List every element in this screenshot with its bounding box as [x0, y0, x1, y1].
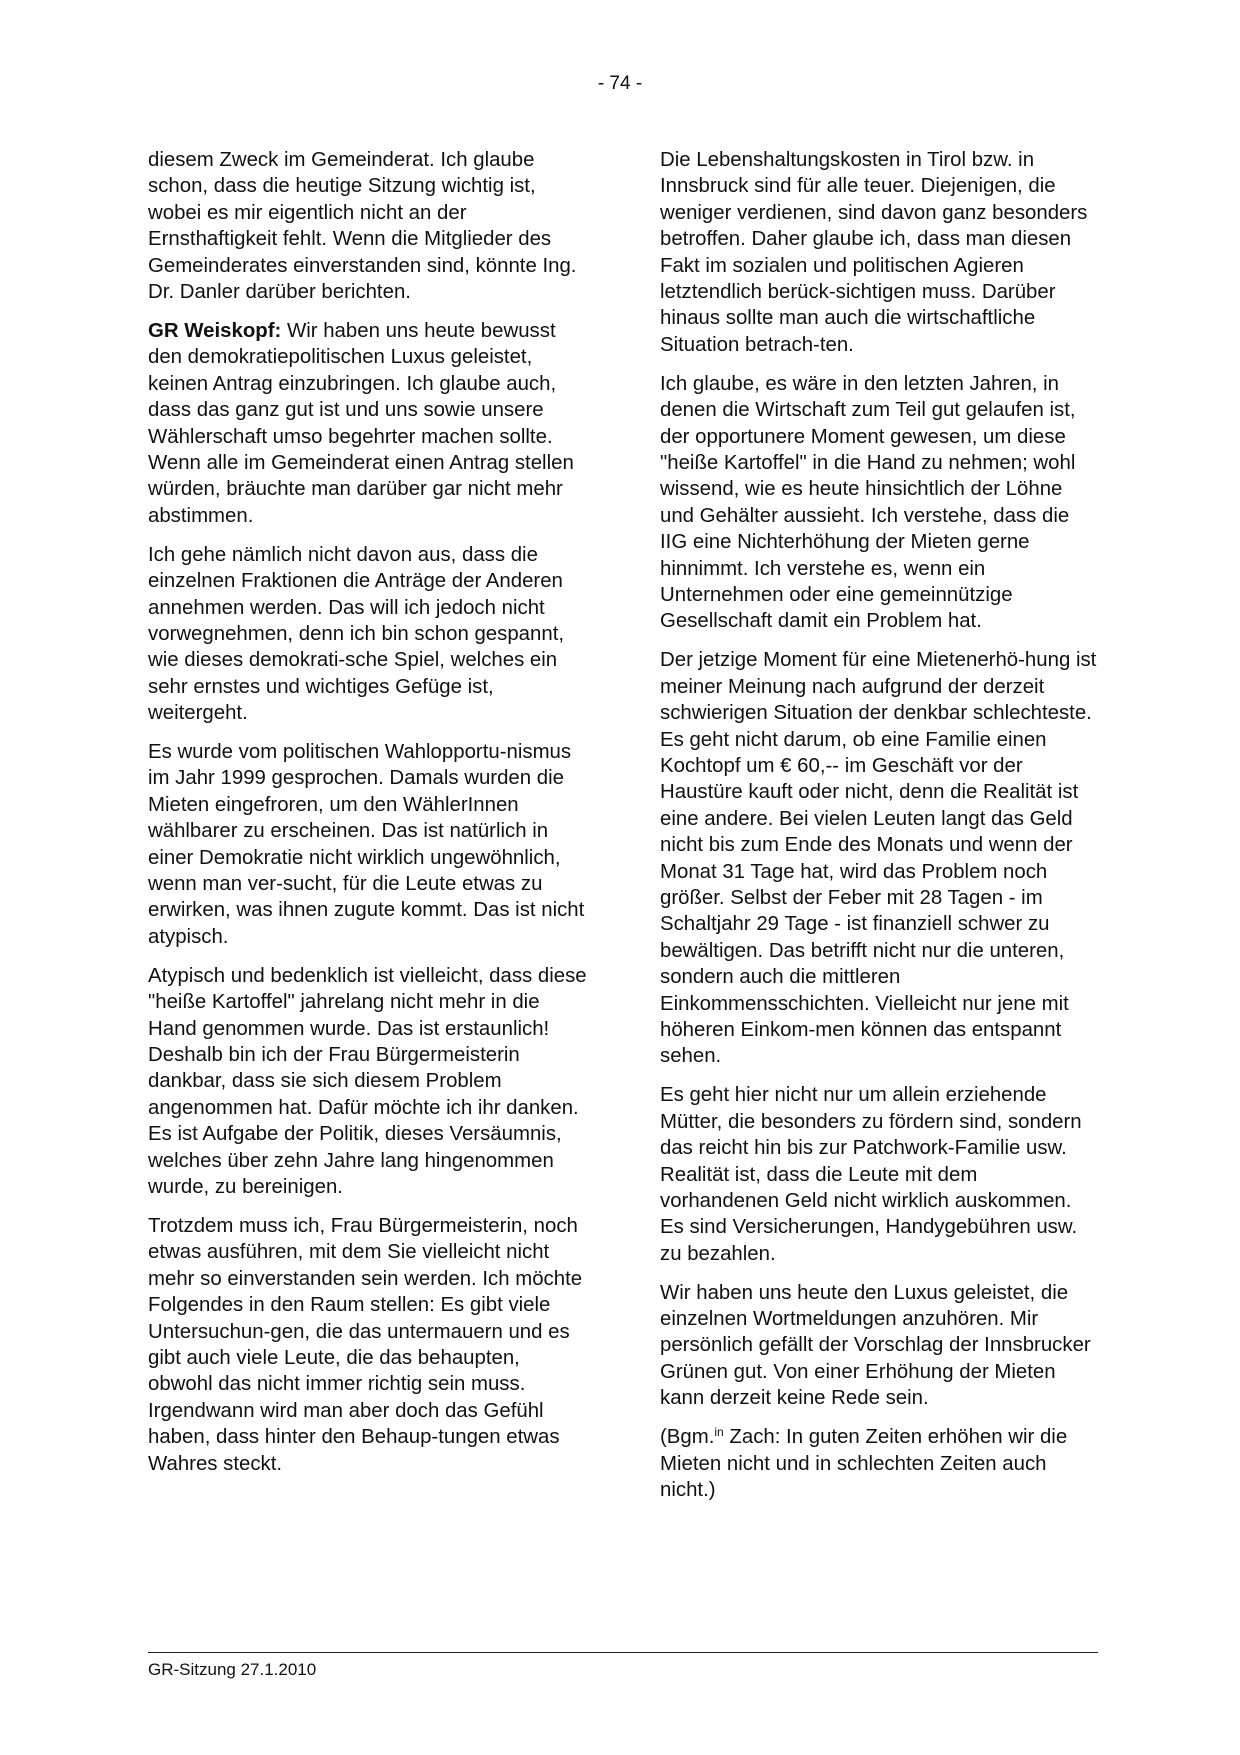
- page-number: - 74 -: [597, 73, 643, 94]
- speaker-name: GR Weiskopf:: [148, 319, 282, 342]
- left-column: [148, 147, 588, 1490]
- paragraph: Es wurde vom politischen Wahlopportu-nismus im Jahr 1999 gesprochen. Damals wurden die Mieten eingefroren, um den WählerInnen wählbarer zu erscheinen. Das ist natürlich in einer Demokratie nicht wirklich ungewöhnlich, wenn man ver-sucht, für die Leute etwas zu erwirken, was ihnen zugute kommt. Das ist nicht atypisch.: [148, 741, 585, 948]
- paragraph: Der jetzige Moment für eine Mietenerhö-hung ist meiner Meinung nach aufgrund der derzeit schwierigen Situation der denkbar schlechteste. Es geht nicht darum, ob eine Familie einen Kochtopf um € 60,-- im Geschäft vor der Haustüre kauft oder nicht, denn die Realität ist eine andere. Bei vielen Leuten langt das Geld nicht bis zum Ende des Monats und wenn der Monat 31 Tage hat, wird das Problem noch größer. Selbst der Feber mit 28 Tagen - im Schaltjahr 29 Tage - ist finanziell schwer zu bewältigen. Das betrifft nicht nur die unteren, sondern auch die mittleren Einkommensschichten. Vielleicht nur jene mit höheren Einkom-men können das entspannt sehen.: [660, 649, 1097, 1068]
- footer-divider: [148, 1652, 1098, 1653]
- paragraph: diesem Zweck im Gemeinderat. Ich glaube schon, dass die heutige Sitzung wichtig ist, wobei es mir eigentlich nicht an der Ernsthaftigkeit fehlt. Wenn die Mitglieder des Gemeinderates einverstanden sind, könnte Ing. Dr. Danler darüber berichten.: [148, 149, 577, 304]
- paragraph: Ich glaube, es wäre in den letzten Jahren, in denen die Wirtschaft zum Teil gut gelaufen ist, der opportunere Moment gewesen, um diese "heiße Kartoffel" in die Hand zu nehmen; wohl wissend, wie es heute hinsichtlich der Löhne und Gehälter aussieht. Ich verstehe, dass die IIG eine Nichterhöhung der Mieten gerne hinnimmt. Ich verstehe es, wenn ein Unternehmen oder eine gemeinnützige Gesellschaft damit ein Problem hat.: [660, 372, 1076, 633]
- footer-text: GR-Sitzung 27.1.2010: [148, 1660, 317, 1679]
- paragraph: [148, 318, 588, 529]
- right-column: [660, 147, 1100, 1516]
- speech-text: Wir haben uns heute bewusst den demokratiepolitischen Luxus geleistet, keinen Antrag einzubringen. Ich glaube auch, dass das ganz gut ist und uns sowie unsere Wählerschaft umso begehrter machen sollte. Wenn alle im Gemeinderat einen Antrag stellen würden, bräuchte man darüber gar nicht mehr abstimmen.: [148, 319, 574, 527]
- paragraph: Ich gehe nämlich nicht davon aus, dass die einzelnen Fraktionen die Anträge der Anderen annehmen werden. Das will ich jedoch nicht vorwegnehmen, denn ich bin schon gespannt, wie dieses demokrati-sche Spiel, welches ein sehr ernstes und wichtiges Gefüge ist, weitergeht.: [148, 543, 565, 725]
- interjection: [660, 1424, 1100, 1503]
- paragraph: Atypisch und bedenklich ist vielleicht, dass diese "heiße Kartoffel" jahrelang nicht mehr in die Hand genommen wurde. Das ist erstaunlich! Deshalb bin ich der Frau Bürgermeisterin dankbar, dass sie sich diesem Problem angenommen hat. Dafür möchte ich ihr danken. Es ist Aufgabe der Politik, dieses Versäumnis, welches über zehn Jahre lang hingenommen wurde, zu bereinigen.: [148, 964, 587, 1199]
- interjection-speaker: (Bgm.: [660, 1426, 715, 1449]
- paragraph: Wir haben uns heute den Luxus geleistet, die einzelnen Wortmeldungen anzuhören. Mir persönlich gefällt der Vorschlag der Innsbrucker Grünen gut. Von einer Erhöhung der Mieten kann derzeit keine Rede sein.: [660, 1281, 1091, 1410]
- paragraph: Die Lebenshaltungskosten in Tirol bzw. in Innsbruck sind für alle teuer. Diejenigen, die weniger verdienen, sind davon ganz besonders betroffen. Daher glaube ich, dass man diesen Fakt im sozialen und politischen Agieren letztendlich berück-sichtigen muss. Darüber hinaus sollte man auch die wirtschaftliche Situation betrach-ten.: [660, 149, 1088, 356]
- superscript: in: [714, 1425, 724, 1440]
- interjection-text: Zach: In guten Zeiten erhöhen wir die Mieten nicht und in schlechten Zeiten auch nicht.): [660, 1426, 1068, 1501]
- paragraph: Trotzdem muss ich, Frau Bürgermeisterin, noch etwas ausführen, mit dem Sie vielleicht nicht mehr so einverstanden sein werden. Ich möchte Folgendes in den Raum stellen: Es gibt viele Untersuchun-gen, die das untermauern und es gibt auch viele Leute, die das behaupten, obwohl das nicht immer richtig sein muss. Irgendwann wird man aber doch das Gefühl haben, dass hinter den Behaup-tungen etwas Wahres steckt.: [148, 1214, 583, 1475]
- paragraph: Es geht hier nicht nur um allein erziehende Mütter, die besonders zu fördern sind, sondern das reicht hin bis zur Patchwork-Familie usw. Realität ist, dass die Leute mit dem vorhandenen Geld nicht wirklich auskommen. Es sind Versicherungen, Handygebühren usw. zu bezahlen.: [660, 1084, 1082, 1265]
